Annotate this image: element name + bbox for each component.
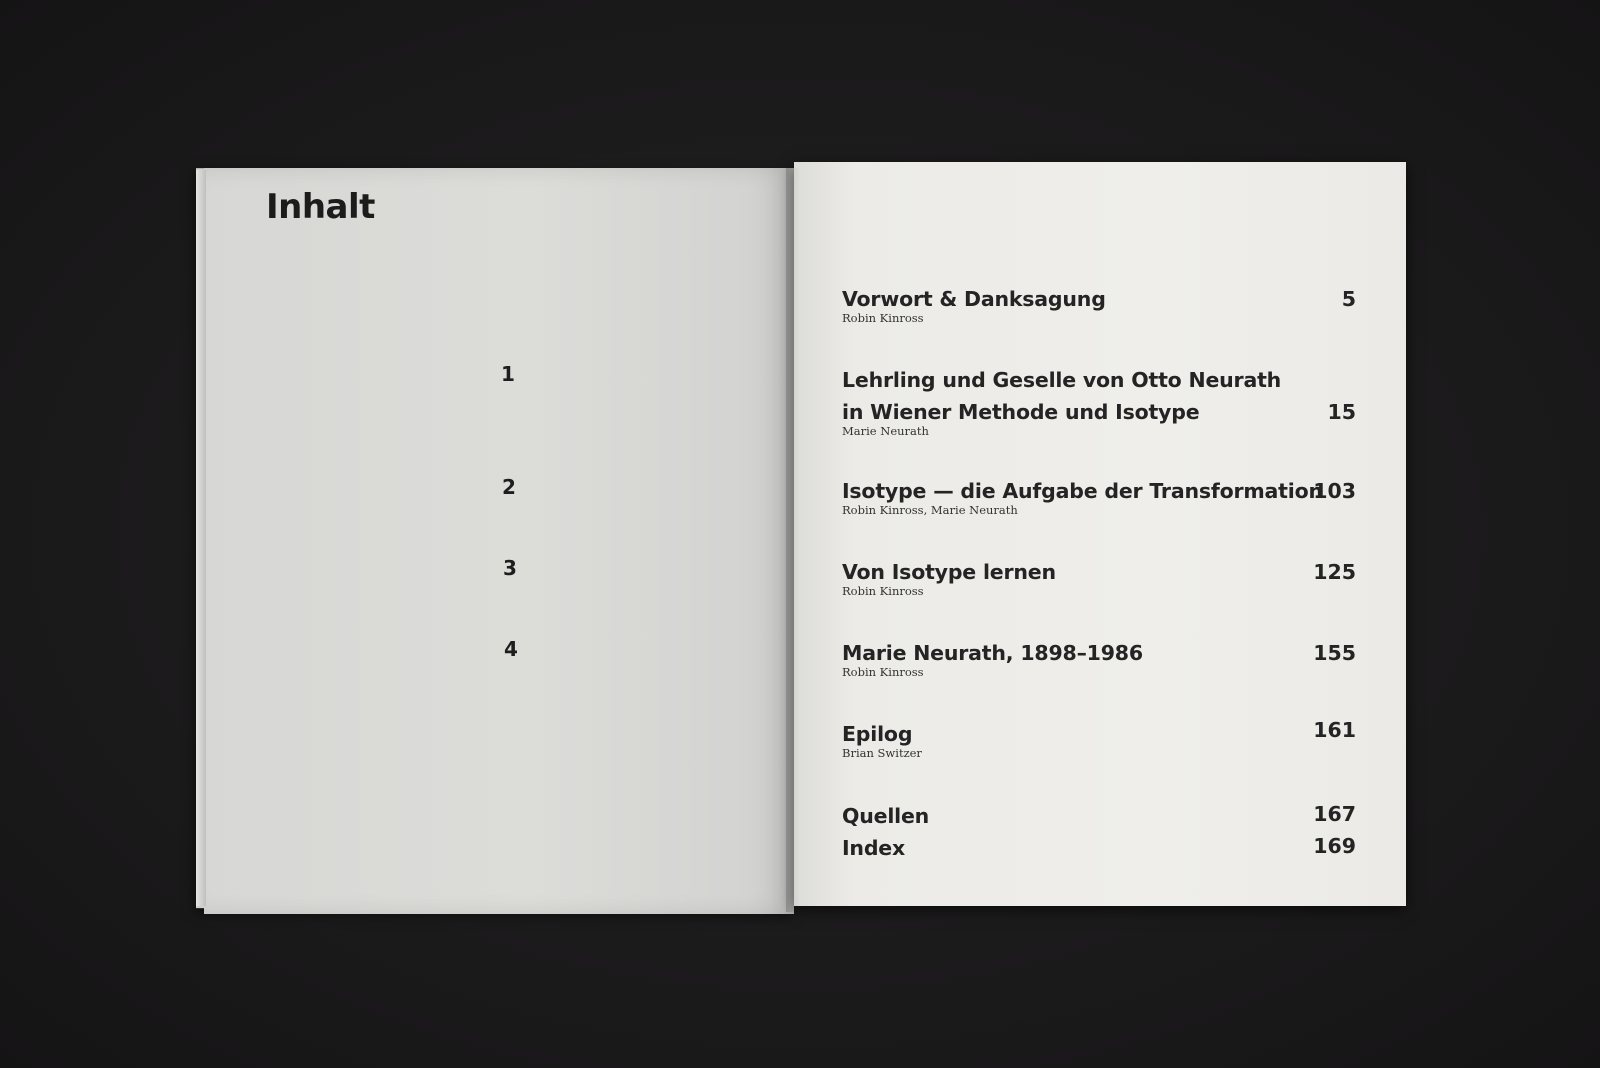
right-page [794, 162, 1406, 906]
toc-page-number: 125 [1313, 560, 1356, 584]
toc-title-line: Lehrling und Geselle von Otto Neurath [842, 368, 1282, 392]
page-title: Inhalt [266, 187, 375, 227]
toc-title [842, 364, 1356, 428]
toc-entry-epilog [842, 718, 1356, 760]
toc-title-line: in Wiener Methode und Isotype [842, 400, 1200, 424]
toc-entry-vorwort [842, 283, 1356, 325]
toc-title [842, 800, 1356, 832]
toc-author: Robin Kinross [842, 311, 924, 325]
toc-entry-von-isotype-lernen [842, 556, 1356, 598]
toc-entry-lehrling [842, 364, 1356, 438]
left-page [204, 168, 794, 914]
toc-author: Marie Neurath [842, 424, 929, 438]
toc-page-number: 161 [1313, 718, 1356, 742]
part-number-3: 3 [503, 556, 517, 580]
part-number-1: 1 [501, 362, 515, 386]
toc-title-line: Isotype — die Aufgabe der Transformation [842, 479, 1323, 503]
toc-page-number: 167 [1313, 802, 1356, 826]
toc-title [842, 832, 1356, 864]
toc-entry-index [842, 832, 1356, 864]
toc-page-number: 15 [1327, 400, 1356, 424]
toc-page-number: 155 [1313, 641, 1356, 665]
toc-page-number: 103 [1313, 479, 1356, 503]
toc-title-line: Epilog [842, 722, 913, 746]
toc-page-number: 5 [1341, 287, 1356, 311]
toc-author: Robin Kinross [842, 665, 924, 679]
toc-title-line: Index [842, 836, 906, 860]
left-page-edge [196, 170, 206, 906]
toc-entry-isotype-transformation [842, 475, 1356, 517]
toc-title-line: Von Isotype lernen [842, 560, 1056, 584]
toc-author: Robin Kinross, Marie Neurath [842, 503, 1018, 517]
book-gutter [786, 168, 800, 912]
toc-entry-marie-neurath [842, 637, 1356, 679]
part-number-2: 2 [502, 475, 516, 499]
toc-entry-quellen [842, 800, 1356, 832]
toc-title-line: Quellen [842, 804, 930, 828]
part-number-4: 4 [504, 637, 518, 661]
toc-author: Robin Kinross [842, 584, 924, 598]
toc-page-number: 169 [1313, 834, 1356, 858]
toc-title-line: Marie Neurath, 1898–1986 [842, 641, 1143, 665]
toc-author: Brian Switzer [842, 746, 922, 760]
toc-title-line: Vorwort & Danksagung [842, 287, 1106, 311]
